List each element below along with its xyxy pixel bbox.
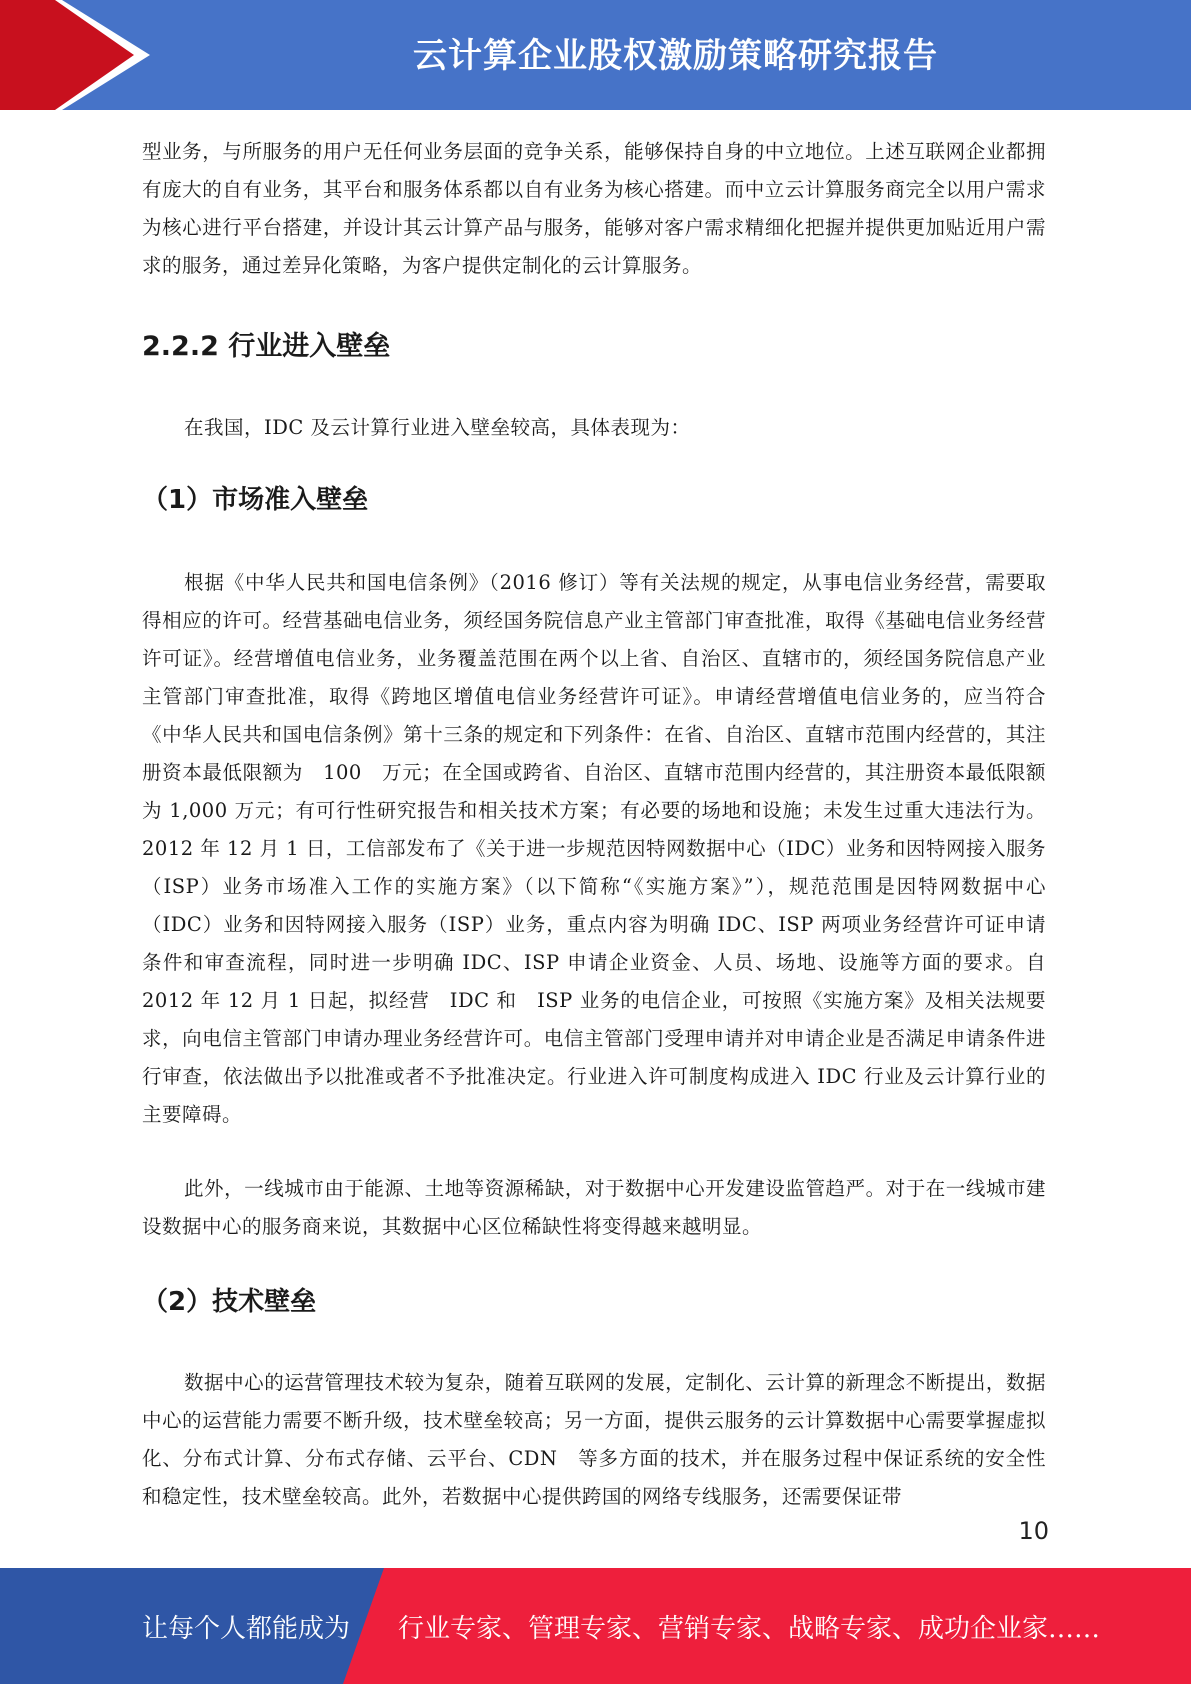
subheading-technical: （2）技术壁垒 xyxy=(142,1287,317,1317)
header-arrow-icon xyxy=(0,0,160,110)
footer-slogan-right: 行业专家、管理专家、营销专家、战略专家、成功企业家…… xyxy=(398,1613,1101,1644)
lead-paragraph: 在我国，IDC 及云计算行业进入壁垒较高，具体表现为： xyxy=(184,416,691,439)
subheading-market-entry: （1）市场准入壁垒 xyxy=(142,485,369,515)
page-content xyxy=(142,133,1046,1516)
page-number: 10 xyxy=(1018,1517,1049,1545)
section-heading: 2.2.2 行业进入壁垒 xyxy=(142,331,391,362)
technical-paragraph-1: 数据中心的运营管理技术较为复杂，随着互联网的发展，定制化、云计算的新理念不断提出，数据中心的运营能力需要不断升级，技术壁垒较高；另一方面，提供云服务的云计算数据中心需要掌握虚拟化、分布式计算、分布式存储、云平台、CDN 等多方面的技术，并在服务过程中保证系统的安全性和稳定性，技术壁垒较高。此外，若数据中心提供跨国的网络专线服务，还需要保证带 xyxy=(142,1371,1046,1508)
footer-slogan-left: 让每个人都能成为 xyxy=(142,1613,351,1644)
page-header xyxy=(0,0,1191,110)
page-footer xyxy=(0,1568,1191,1684)
market-entry-paragraph-1: 根据《中华人民共和国电信条例》（2016 修订）等有关法规的规定，从事电信业务经营，需要取得相应的许可。经营基础电信业务，须经国务院信息产业主管部门审查批准，取得《基础电信业务经营许可证》。经营增值电信业务，业务覆盖范围在两个以上省、自治区、直辖市的，须经国务院信息产业主管部门审查批准，取得《跨地区增值电信业务经营许可证》。申请经营增值电信业务的，应当符合《中华人民共和国电信条例》第十三条的规定和下列条件：在省、自治区、直辖市范围内经营的，其注册资本最低限额为 100 万元；在全国或跨省、自治区、直辖市范围内经营的，其注册资本最低限额为 1,000 万元；有可行性研究报告和相关技术方案；有必要的场地和设施；未发生过重大违法行为。2012 年 12 月 1 日，工信部发布了《关于进一步规范因特网数据中心（IDC）业务和因特网接入服务（ISP）业务市场准入工作的实施方案》（以下简称“《实施方案》”），规范范围是因特网数据中心（IDC）业务和因特网接入服务（ISP）业务，重点内容为明确 IDC、ISP 两项业务经营许可证申请条件和审查流程，同时进一步明确 IDC、ISP 申请企业资金、人员、场地、设施等方面的要求。自 2012 年 12 月 1 日起，拟经营 IDC 和 ISP 业务的电信企业，可按照《实施方案》及相关法规要求，向电信主管部门申请办理业务经营许可。电信主管部门受理申请并对申请企业是否满足申请条件进行审查，依法做出予以批准或者不予批准决定。行业进入许可制度构成进入 IDC 行业及云计算行业的主要障碍。 xyxy=(142,571,1046,1126)
report-title: 云计算企业股权激励策略研究报告 xyxy=(413,35,938,76)
intro-paragraph: 型业务，与所服务的用户无任何业务层面的竞争关系，能够保持自身的中立地位。上述互联网企业都拥有庞大的自有业务，其平台和服务体系都以自有业务为核心搭建。而中立云计算服务商完全以用户需求为核心进行平台搭建，并设计其云计算产品与服务，能够对客户需求精细化把握并提供更加贴近用户需求的服务，通过差异化策略，为客户提供定制化的云计算服务。 xyxy=(142,140,1046,277)
market-entry-paragraph-2: 此外，一线城市由于能源、土地等资源稀缺，对于数据中心开发建设监管趋严。对于在一线城市建设数据中心的服务商来说，其数据中心区位稀缺性将变得越来越明显。 xyxy=(142,1177,1046,1238)
